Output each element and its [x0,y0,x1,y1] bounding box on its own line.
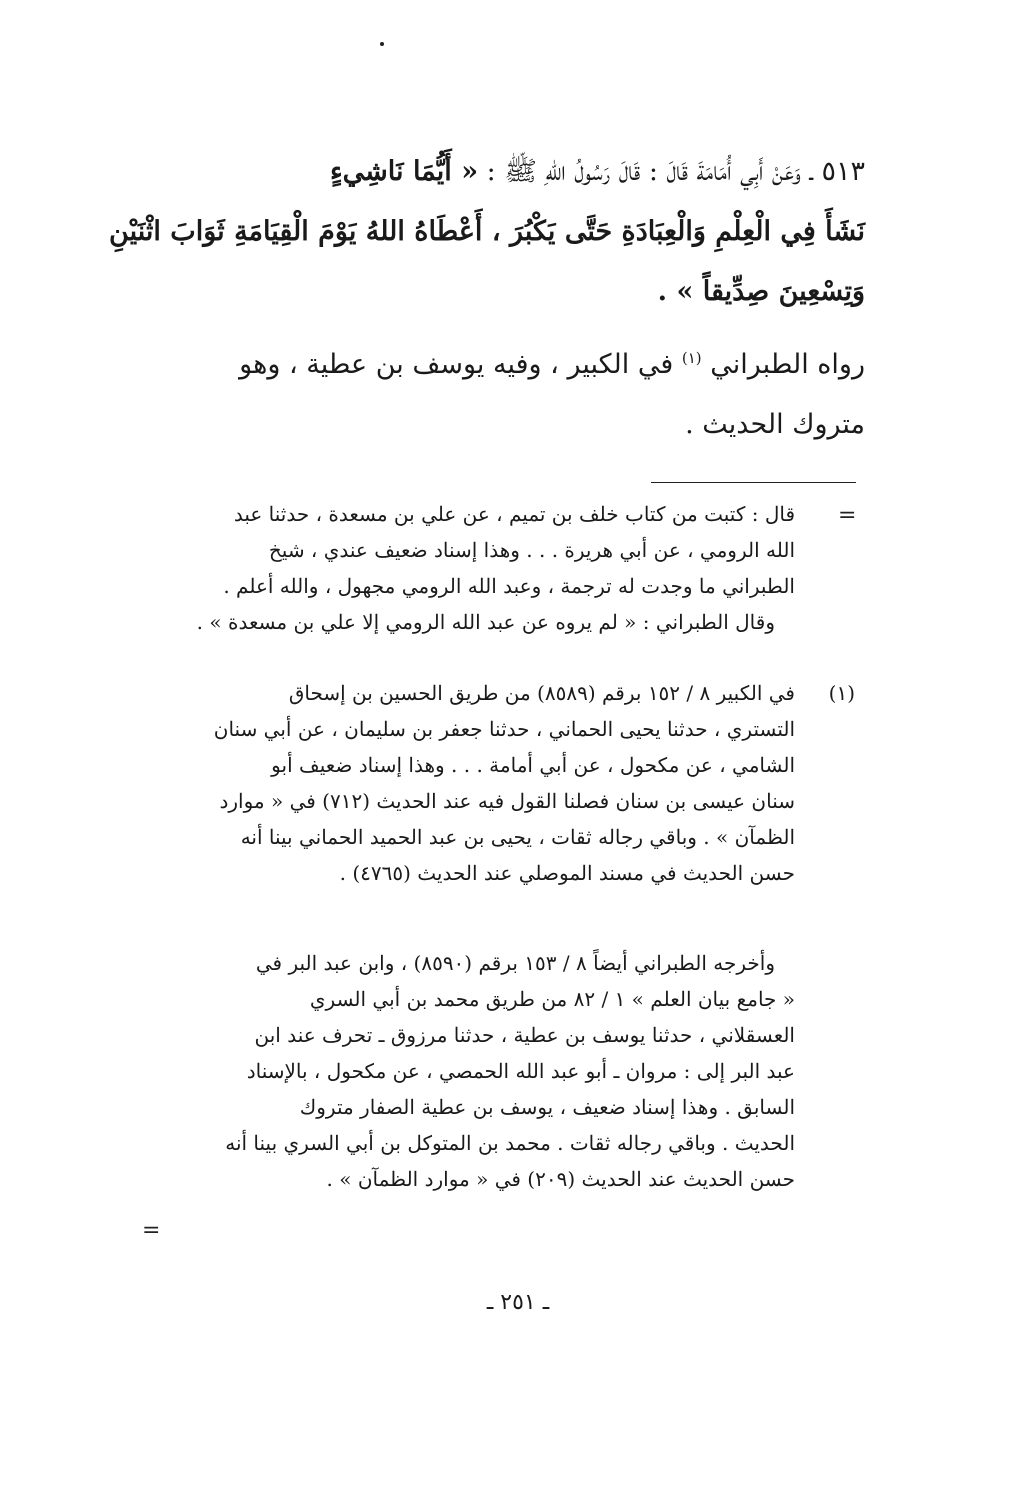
footnote-1-number: (١) [828,681,855,705]
footnote-1-line: الشامي ، عن مكحول ، عن أبي أمامة . . . وهذا إسناد ضعيف أبو [271,753,795,777]
footnote-1-line: في الكبير ٨ / ١٥٢ برقم (٨٥٨٩) من طريق الحسين بن إسحاق [288,681,795,705]
footnote-addendum-line: الحديث . وباقي رجاله ثقات . محمد بن المتوكل بن أبي السري بينا أنه [225,1131,795,1155]
continuation-marker-bottom: = [142,1218,161,1243]
footnote-addendum-line: « جامع بيان العلم » ١ / ٨٢ من طريق محمد بن أبي السري [309,987,795,1011]
hadith-line-2: نَشَأَ فِي الْعِلْمِ وَالْعِبَادَةِ حَتَّى يَكْبُرَ ، أَعْطَاهُ اللهُ يَوْمَ الْقِيَامَةِ ثَوَابَ اثْنَيْنِ [109,216,865,247]
footnote-addendum-line: وأخرجه الطبراني أيضاً ٨ / ١٥٣ برقم (٨٥٩٠) ، وابن عبد البر في [255,951,775,975]
page-number: ـ ٢٥١ ـ [486,1290,550,1315]
footnote-addendum-line: حسن الحديث عند الحديث (٢٠٩) في « موارد الظمآن » . [326,1167,795,1191]
narration-line-1: رواه الطبراني $^{(١)}$ في الكبير ، وفيه يوسف بن عطية ، وهو [239,349,865,380]
narration-text [150,335,865,455]
footnote-continued [140,496,865,640]
hadith-line-1: ٥١٣ ـ وَعَنْ أَبِي أُمَامَةَ قَالَ : قَالَ رَسُولُ اللهِ ﷺ : « أَيُّمَا نَاشِيءٍ [329,156,865,187]
hadith-line-3: وَتِسْعِينَ صِدِّيقاً » . [657,276,865,307]
footnote-continued-line: وقال الطبراني : « لم يروه عن عبد الله الرومي إلا علي بن مسعدة » . [196,610,775,634]
narration-line-2: متروك الحديث . [685,409,865,440]
footnote-continued-line: الله الرومي ، عن أبي هريرة . . . وهذا إسناد ضعيف عندي ، شيخ [268,538,795,562]
footnote-addendum-line: السابق . وهذا إسناد ضعيف ، يوسف بن عطية الصفار متروك [299,1095,795,1119]
ink-dot [380,42,384,46]
footnote-1-line: التستري ، حدثنا يحيى الحماني ، حدثنا جعفر بن سليمان ، عن أبي سنان [213,717,795,741]
footnote-1-line: حسن الحديث في مسند الموصلي عند الحديث (٤٧٦٥) . [339,861,795,885]
footnote-ref-1: (١) [681,349,702,367]
footnote-addendum-line: العسقلاني ، حدثنا يوسف بن عطية ، حدثنا مرزوق ـ تحرف عند ابن [254,1023,795,1047]
footnote-1 [140,675,865,891]
footnote-continued-line: الطبراني ما وجدت له ترجمة ، وعبد الله الرومي مجهول ، والله أعلم . [223,574,795,598]
hadith-text [109,142,865,322]
footnote-1-line: الظمآن » . وباقي رجاله ثقات ، يحيى بن عبد الحميد الحماني بينا أنه [240,825,795,849]
footnote-1-line: سنان عيسى بن سنان فصلنا القول فيه عند الحديث (٧١٢) في « موارد [219,789,795,813]
continuation-marker-top: = [838,503,857,528]
footnote-addendum-line: عبد البر إلى : مروان ـ أبو عبد الله الحمصي ، عن مكحول ، بالإسناد [246,1059,795,1083]
footnote-1-addendum [140,945,865,1197]
footnote-separator [651,482,856,483]
footnote-continued-line: قال : كتبت من كتاب خلف بن تميم ، عن علي بن مسعدة ، حدثنا عبد [233,502,795,526]
